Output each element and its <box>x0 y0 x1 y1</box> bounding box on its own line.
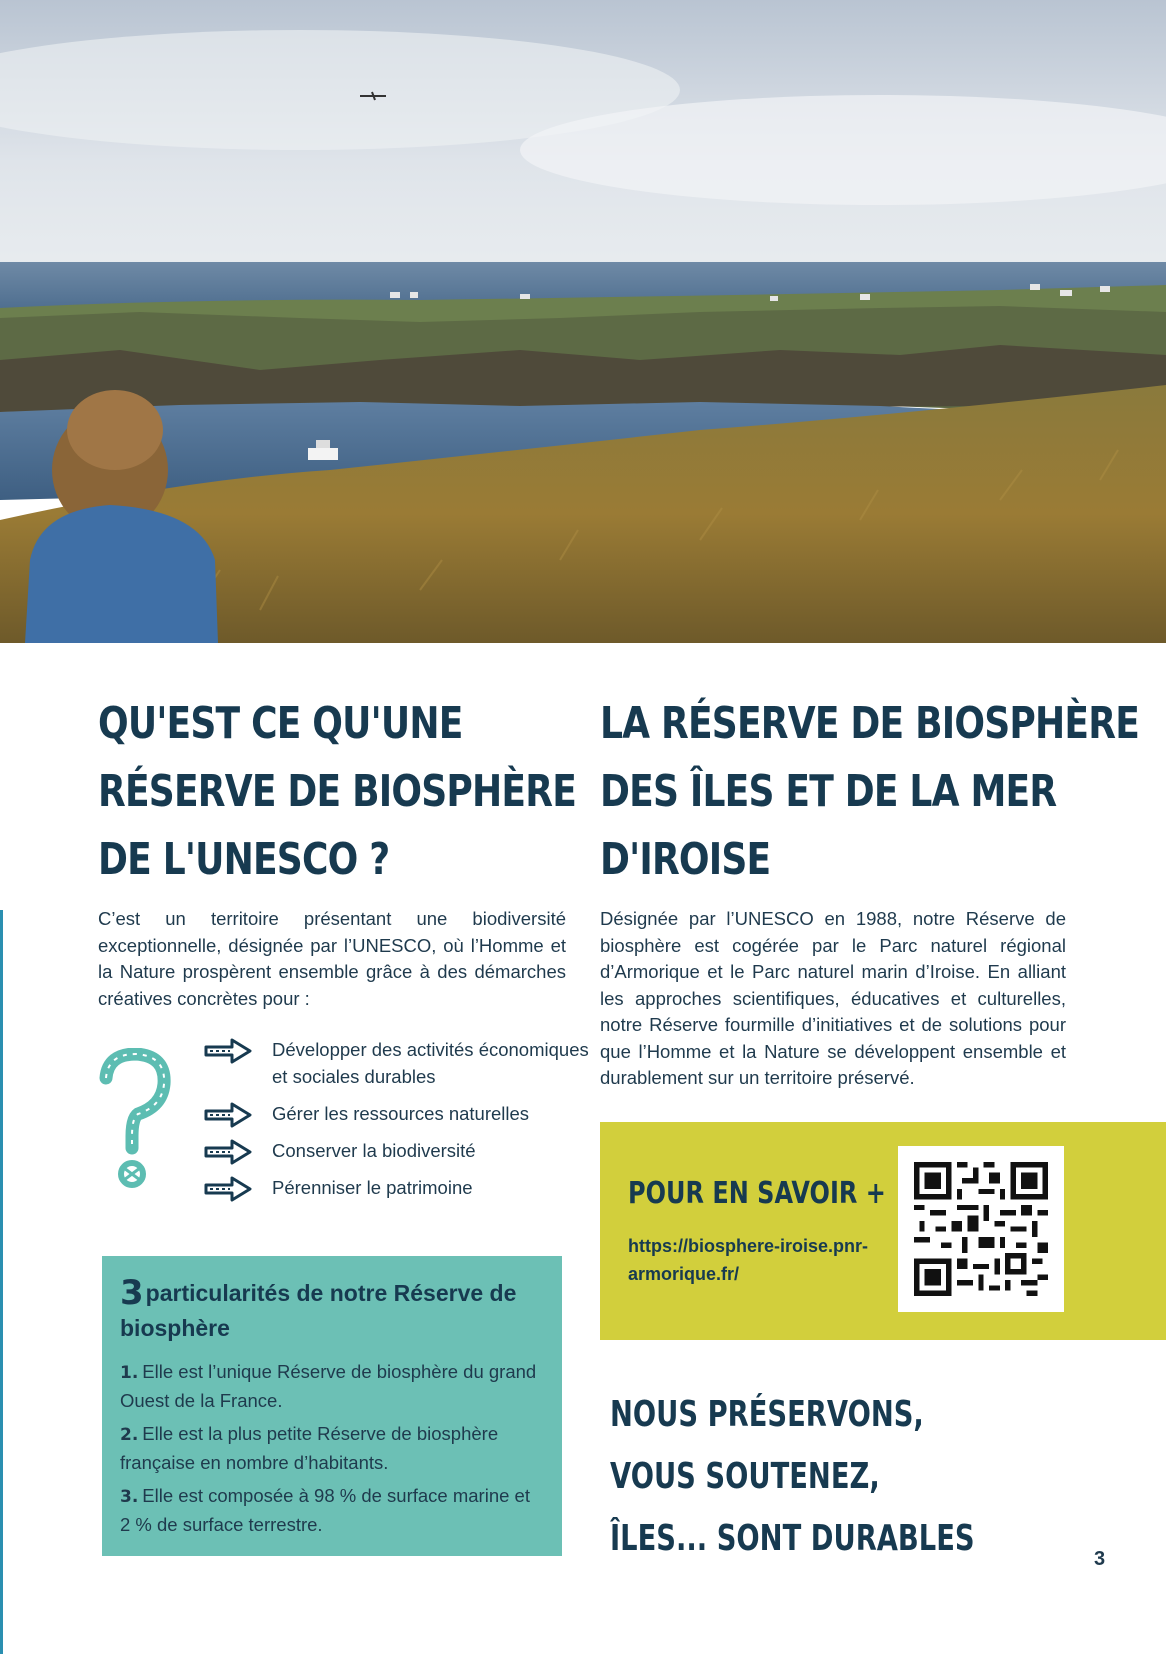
edge-line <box>0 910 3 1654</box>
features-title-text: particularités de notre Réserve de biosphère <box>120 1280 517 1341</box>
left-heading-line: QU'EST CE QU'UNE <box>98 698 463 749</box>
tagline-line: VOUS SOUTENEZ, <box>610 1456 880 1497</box>
feature-text: Elle est l’unique Réserve de biosphère du grand Ouest de la France. <box>120 1361 537 1411</box>
feature-text: Elle est composée à 98 % de surface marine et 2 % de surface terrestre. <box>120 1485 530 1535</box>
tagline-line: ÎLES... SONT DURABLES <box>610 1518 975 1559</box>
feature-text: Elle est la plus petite Réserve de biosphère française en nombre d’habitants. <box>120 1423 499 1473</box>
qr-code[interactable] <box>898 1146 1064 1312</box>
more-info-link[interactable]: https://biosphere-iroise.pnr-armorique.fr/ <box>628 1236 869 1284</box>
question-mark-icon <box>96 1048 176 1203</box>
feature-number: 3. <box>120 1487 139 1507</box>
page-number: 3 <box>1094 1548 1106 1570</box>
right-heading-line: D'IROISE <box>600 834 771 885</box>
qr-code-image <box>914 1162 1048 1296</box>
left-heading-line: RÉSERVE DE BIOSPHÈRE <box>98 766 577 817</box>
list-item <box>200 1100 590 1127</box>
arrow-right-icon <box>204 1176 252 1202</box>
list-item-text: Développer des activités économiques et sociales durables <box>272 1039 589 1087</box>
list-item-text: Conserver la biodiversité <box>272 1140 476 1161</box>
right-heading-line: LA RÉSERVE DE BIOSPHÈRE <box>600 698 1140 749</box>
goals-list <box>200 1036 590 1201</box>
list-item-text: Pérenniser le patrimoine <box>272 1177 473 1198</box>
list-item-text: Gérer les ressources naturelles <box>272 1103 530 1124</box>
more-info-box <box>600 1122 1166 1340</box>
feature-number: 2. <box>120 1425 139 1445</box>
list-item <box>200 1137 590 1164</box>
features-count: 3 <box>120 1273 144 1313</box>
right-heading-line: DES ÎLES ET DE LA MER <box>600 766 1057 817</box>
features-box-title <box>120 1273 550 1346</box>
list-item <box>200 1174 590 1201</box>
more-info-title: POUR EN SAVOIR + <box>628 1176 886 1211</box>
list-item <box>200 1036 590 1090</box>
tagline-line: NOUS PRÉSERVONS, <box>610 1394 924 1435</box>
feature-number: 1. <box>120 1363 139 1383</box>
arrow-right-icon <box>204 1139 252 1165</box>
right-heading <box>600 690 1139 894</box>
arrow-right-icon <box>204 1038 252 1064</box>
left-heading-line: DE L'UNESCO ? <box>98 834 390 885</box>
left-intro: C’est un territoire présentant une biodiversité exceptionnelle, désignée par l’UNESCO, où l’Homme et la Nature prospèrent ensemble grâce à des démarches créatives concrètes pour : <box>98 908 566 1009</box>
right-text: Désignée par l’UNESCO en 1988, notre Réserve de biosphère est cogérée par le Parc naturel régional d’Armorique et le Parc naturel marin d’Iroise. En alliant les approches scientifiques, éducatives et culturelles, notre Réserve fourmille d’initiatives et de solutions pour que l’Homme et la Nature se développent ensemble et durablement sur un territoire préservé. <box>600 908 1066 1088</box>
arrow-right-icon <box>204 1102 252 1128</box>
tagline <box>610 1384 975 1570</box>
feature-item <box>120 1420 540 1476</box>
hero-photo <box>0 0 1166 643</box>
feature-item <box>120 1358 540 1414</box>
feature-item <box>120 1482 540 1538</box>
left-heading <box>98 690 576 894</box>
